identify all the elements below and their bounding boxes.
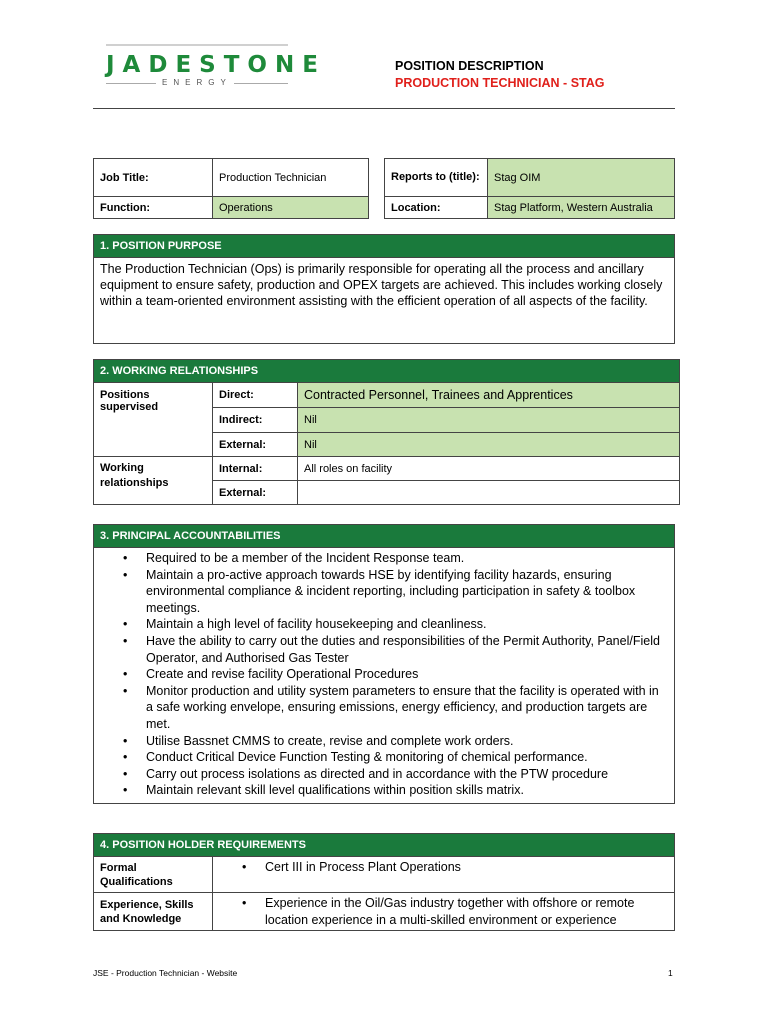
list-item: • Conduct Critical Device Function Testing & monitoring of chemical performance. (94, 749, 668, 766)
experience-cell (213, 893, 675, 931)
working-relationships-section (93, 359, 680, 505)
list-item: • Cert III in Process Plant Operations (213, 859, 668, 876)
formal-qualifications-cell (213, 857, 675, 893)
accountabilities-list (94, 550, 668, 799)
section-heading: 3. PRINCIPAL ACCOUNTABILITIES (94, 525, 675, 548)
logo-energy-text: ENERGY (162, 78, 232, 87)
experience-label: Experience, Skills and Knowledge (94, 893, 213, 931)
list-item: • Maintain relevant skill level qualifications within position skills matrix. (94, 782, 668, 799)
section-heading: 4. POSITION HOLDER REQUIREMENTS (94, 834, 675, 857)
position-requirements-section (93, 833, 675, 931)
reporting-table (384, 158, 675, 219)
footer-text: JSE - Production Technician - Website (93, 968, 238, 978)
internal-value: All roles on facility (298, 457, 680, 481)
external-label: External: (213, 433, 298, 457)
indirect-label: Indirect: (213, 408, 298, 433)
direct-value: Contracted Personnel, Trainees and Apprentices (298, 383, 680, 408)
job-title-label: Job Title: (94, 159, 213, 197)
list-item: • Have the ability to carry out the duties and responsibilities of the Permit Authority, Panel/Field Operator, and Authorised Gas Tester (94, 633, 668, 666)
direct-label: Direct: (213, 383, 298, 408)
list-item: • Carry out process isolations as directed and in accordance with the PTW procedure (94, 766, 668, 783)
function-label: Function: (94, 197, 213, 219)
doc-type-title: POSITION DESCRIPTION (395, 59, 544, 73)
logo-right-rule (234, 83, 288, 84)
formal-qualifications-label: Formal Qualifications (94, 857, 213, 893)
experience-list (213, 895, 668, 928)
external2-label: External: (213, 481, 298, 505)
reports-to-label: Reports to (title): (385, 159, 488, 197)
list-item: • Experience in the Oil/Gas industry together with offshore or remote location experience in a multi-skilled environment or experience (213, 895, 668, 928)
list-item: • Create and revise facility Operational Procedures (94, 666, 668, 683)
reports-to-value: Stag OIM (488, 159, 675, 197)
section-heading: 1. POSITION PURPOSE (94, 235, 675, 258)
external-value: Nil (298, 433, 680, 457)
logo-left-rule (106, 83, 156, 84)
logo-top-rule (106, 44, 288, 46)
location-label: Location: (385, 197, 488, 219)
position-purpose-section (93, 234, 675, 344)
section-heading: 2. WORKING RELATIONSHIPS (94, 360, 680, 383)
formal-qualifications-list (213, 859, 668, 876)
purpose-text: The Production Technician (Ops) is primarily responsible for operating all the process and ancillary equipment to ensure safety, production and OPEX targets are achieved. This includes working closely within a team-oriented environment assisting with the efficient operation of all aspects of the facility. (94, 258, 675, 344)
function-value: Operations (213, 197, 369, 219)
internal-label: Internal: (213, 457, 298, 481)
working-relationships-label: Working relationships (94, 457, 213, 505)
positions-supervised-label: Positions supervised (94, 383, 213, 457)
list-item: • Maintain a high level of facility housekeeping and cleanliness. (94, 616, 668, 633)
job-info-table (93, 158, 369, 219)
logo-wordmark: JADESTONE (106, 52, 326, 78)
list-item: • Maintain a pro-active approach towards HSE by identifying facility hazards, ensuring environmental compliance & incident reporting, including participation in safety & toolbox meetings. (94, 567, 668, 617)
accountabilities-list-cell (94, 548, 675, 804)
list-item: • Utilise Bassnet CMMS to create, revise and complete work orders. (94, 733, 668, 750)
page-number: 1 (668, 968, 673, 978)
indirect-value: Nil (298, 408, 680, 433)
external2-value (298, 481, 680, 505)
company-logo (106, 44, 326, 90)
principal-accountabilities-section (93, 524, 675, 804)
location-value: Stag Platform, Western Australia (488, 197, 675, 219)
list-item: • Required to be a member of the Incident Response team. (94, 550, 668, 567)
header-divider (93, 108, 675, 109)
job-title-value: Production Technician (213, 159, 369, 197)
position-title: PRODUCTION TECHNICIAN - STAG (395, 76, 605, 90)
list-item: • Monitor production and utility system parameters to ensure that the facility is operated with in a safe working envelope, ensuring emissions, energy efficiency, and production targets are met. (94, 683, 668, 733)
